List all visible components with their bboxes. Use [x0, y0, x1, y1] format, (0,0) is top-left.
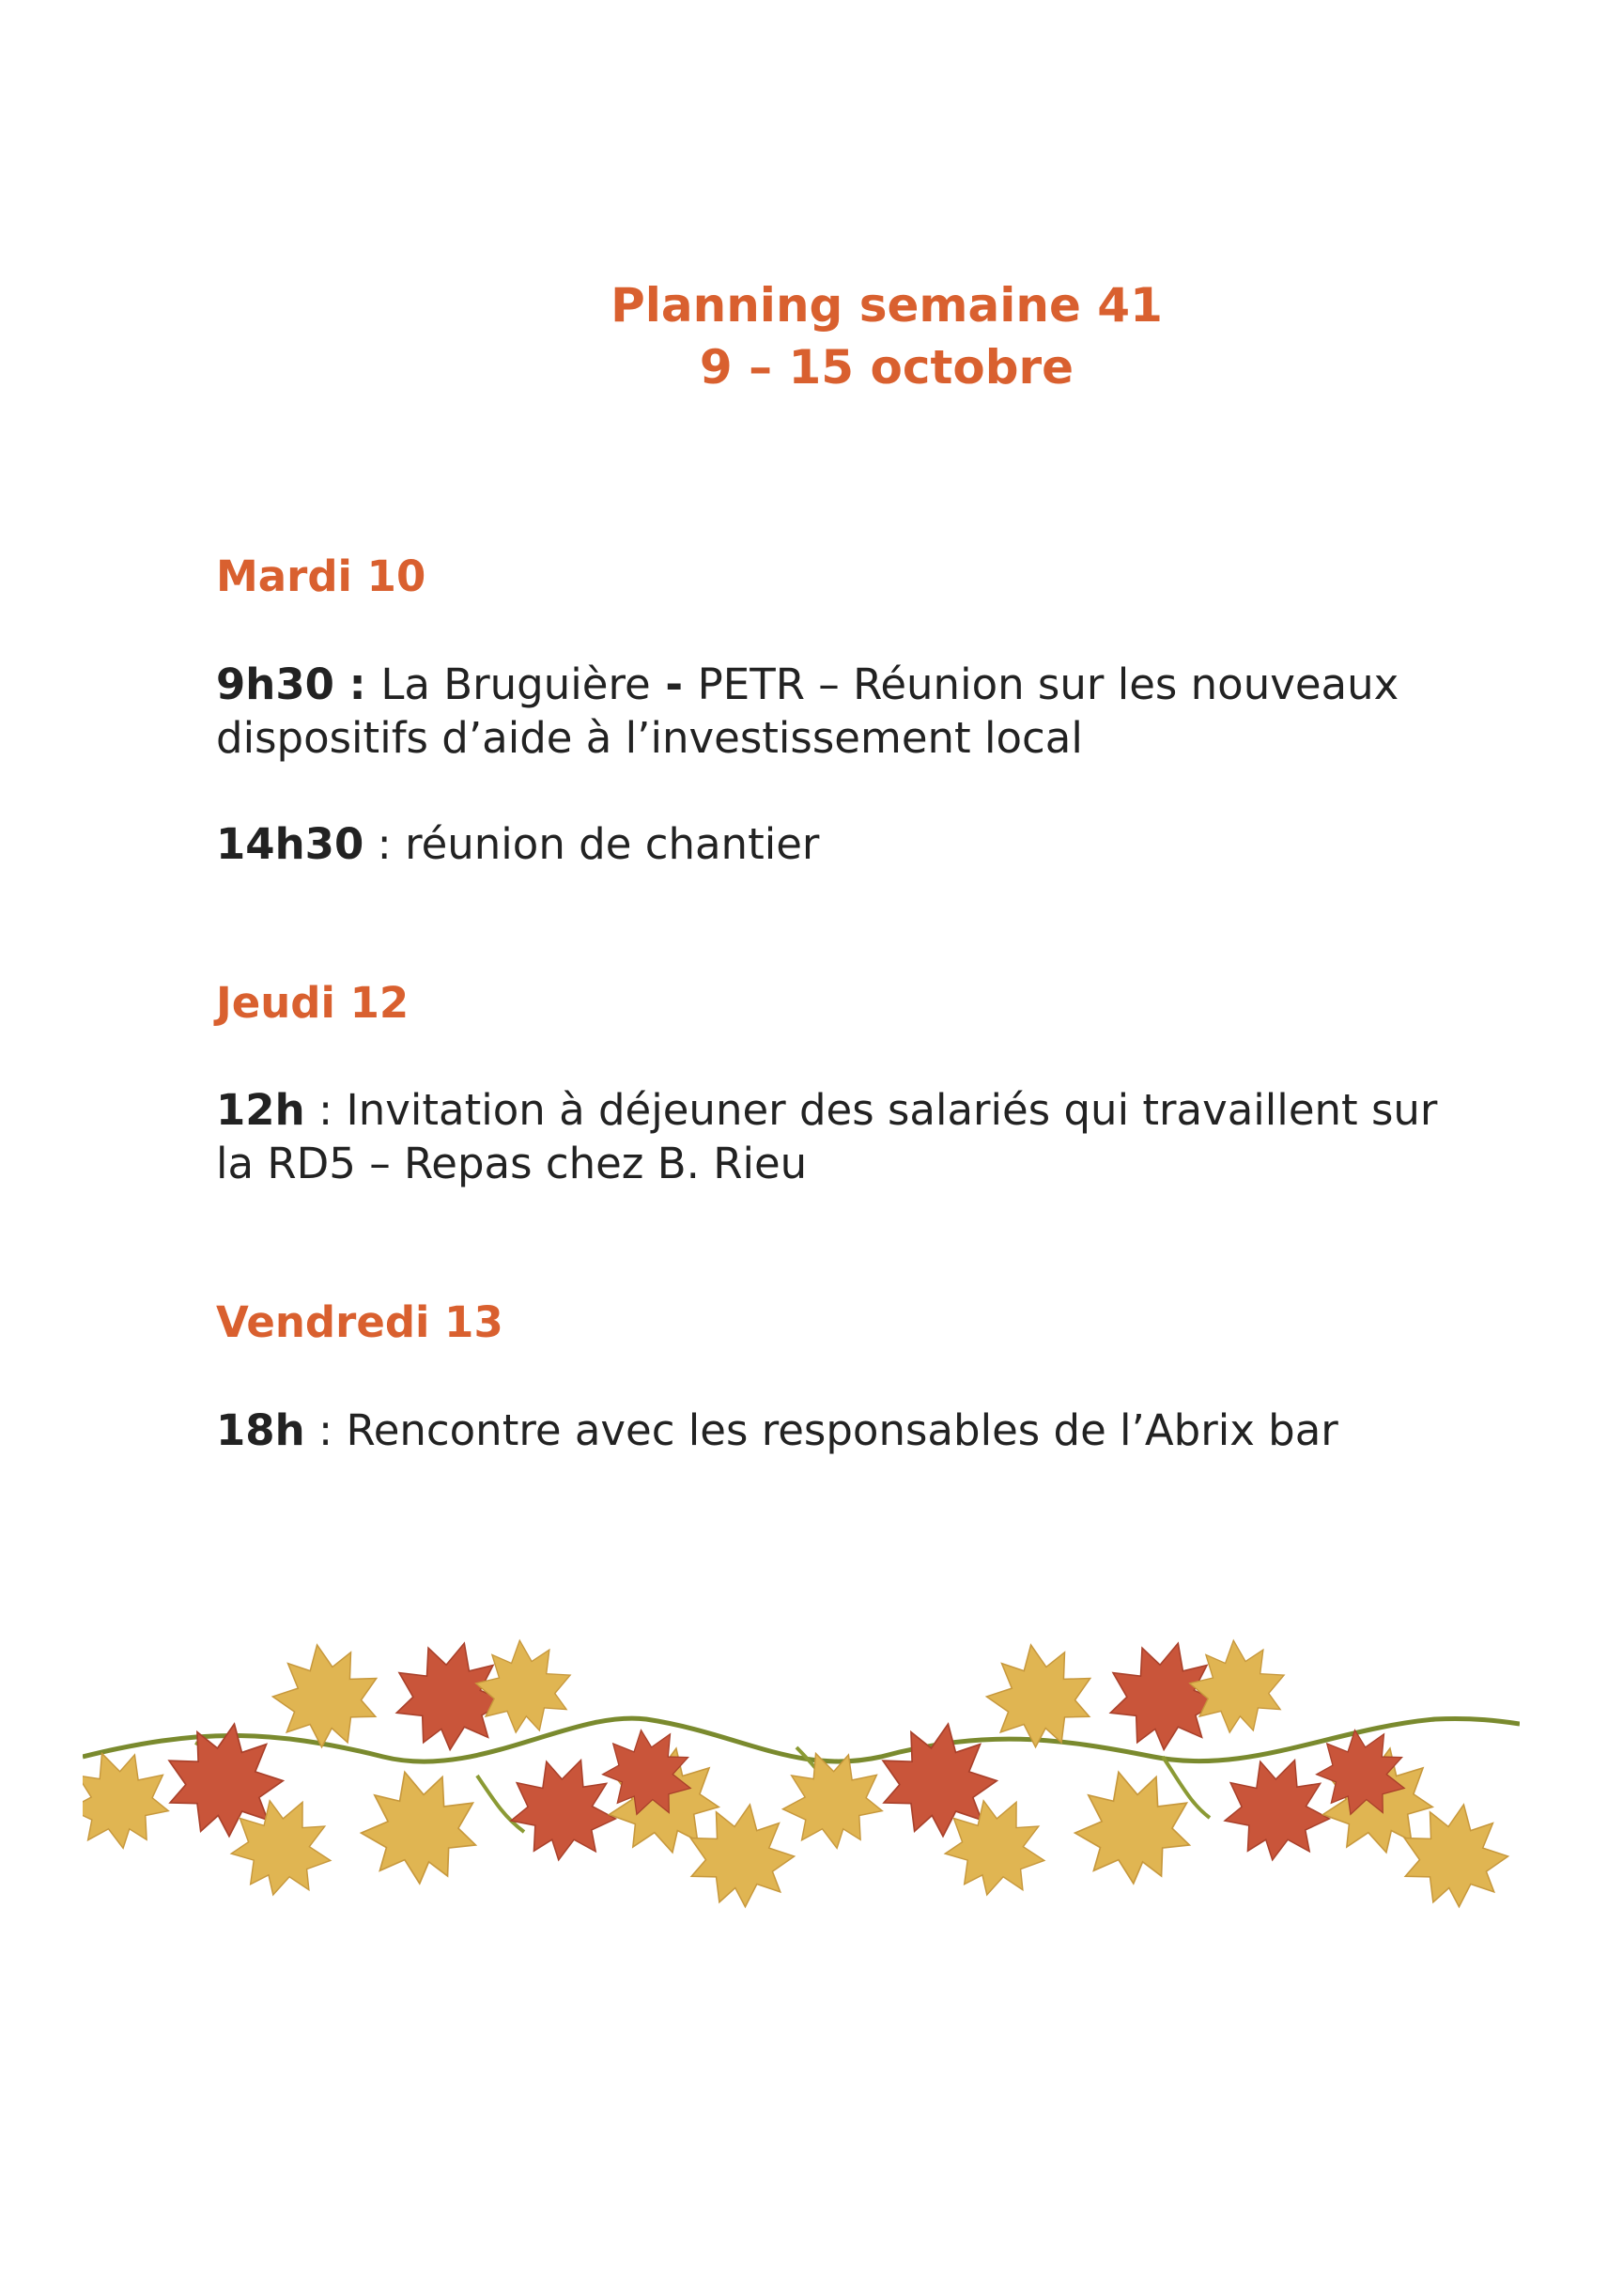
entry-time: 18h	[216, 1405, 305, 1455]
schedule-entry-jeudi-12h	[216, 1083, 1531, 1190]
day-heading-mardi: Mardi 10	[216, 551, 426, 601]
page-title	[0, 274, 1623, 398]
red-leaf-icon	[1211, 1742, 1344, 1873]
entry-time: 9h30	[216, 659, 334, 709]
entry-separator: :	[304, 1085, 347, 1135]
entry-dash: -	[650, 659, 698, 709]
entry-time: 14h30	[216, 819, 364, 869]
yellow-leaf-icon	[979, 1636, 1100, 1754]
schedule-entry-vendredi-18h	[216, 1404, 1531, 1457]
entry-separator: :	[363, 819, 406, 869]
entry-description: Rencontre avec les responsables de l’Abrix bar	[346, 1405, 1338, 1455]
yellow-leaf-icon	[472, 1637, 575, 1736]
entry-description: Invitation à déjeuner des salariés qui travaillent sur	[346, 1085, 1438, 1135]
entry-time: 12h	[216, 1085, 305, 1135]
yellow-leaf-icon	[1062, 1757, 1203, 1895]
entry-description: PETR – Réunion sur les nouveaux	[697, 659, 1399, 709]
yellow-leaf-icon	[348, 1757, 489, 1895]
entry-description-continued: la RD5 – Repas chez B. Rieu	[216, 1139, 808, 1188]
entry-location: La Bruguière	[380, 659, 651, 709]
red-leaf-icon	[497, 1742, 630, 1873]
autumn-leaf-garland	[83, 1616, 1520, 1945]
schedule-entry-mardi-14h30	[216, 817, 1531, 871]
yellow-leaf-icon	[1186, 1637, 1289, 1736]
entry-separator: :	[333, 659, 381, 709]
schedule-entry-mardi-9h30	[216, 658, 1531, 765]
entry-description-continued: dispositifs d’aide à l’investissement local	[216, 713, 1083, 763]
entry-separator: :	[304, 1405, 347, 1455]
title-line-dates: 9 – 15 octobre	[699, 340, 1074, 395]
day-heading-vendredi: Vendredi 13	[216, 1297, 503, 1347]
entry-description: réunion de chantier	[405, 819, 820, 869]
title-line-week: Planning semaine 41	[611, 278, 1163, 333]
day-heading-jeudi: Jeudi 12	[216, 978, 410, 1028]
